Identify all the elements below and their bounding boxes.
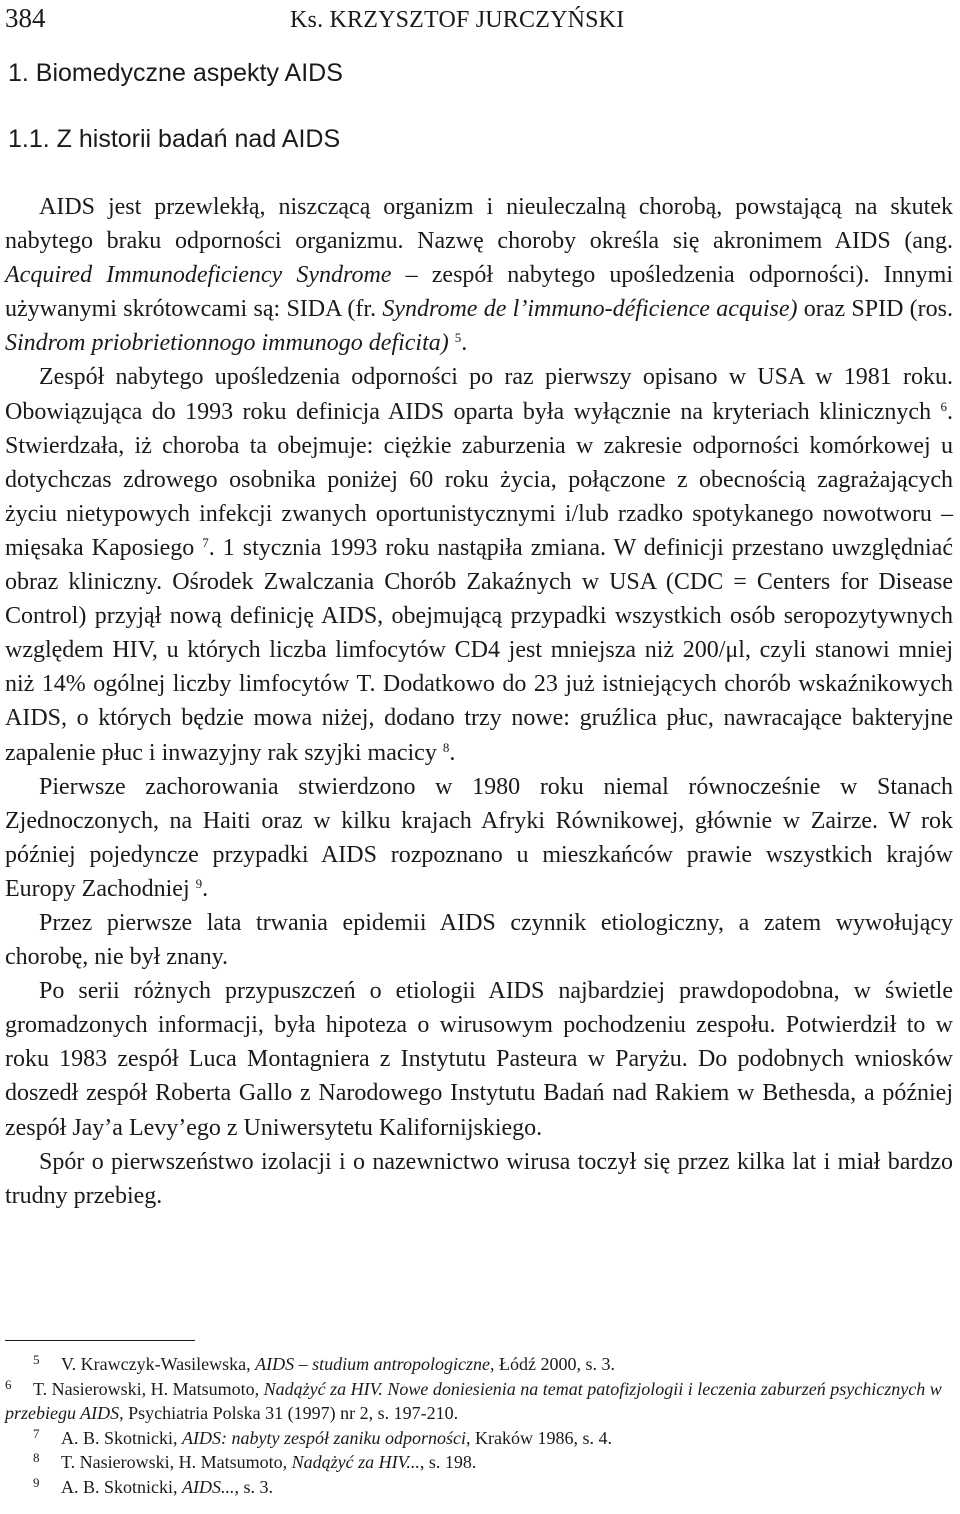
footnote: 9 A. B. Skotnicki, AIDS..., s. 3.: [33, 1474, 274, 1497]
text-run: . Stwierdzała, iż choroba ta obejmuje: ciężkie zaburzenia w zakresie odporności komórkowej u dotychczas zdrowego osobnika poniżej 60 roku życia, połączone z obecnością zagrażających życiu nietypowych infekcji zwanych oportunistycznymi i/lub rzadko spotykanego nowotworu – mięsaka Kaposiego: [5, 398, 953, 561]
running-head-author: Ks. KRZYSZTOF JURCZYŃSKI: [290, 7, 625, 33]
text-run: V. Krawczyk-Wasilewska,: [61, 1354, 256, 1374]
text-run: AIDS jest przewlekłą, niszczącą organizm i nieuleczalną chorobą, powstającą na skutek nabytego braku odporności organizmu. Nazwę choroby określa się akronimem AIDS (ang.: [5, 194, 953, 255]
footnotes: [5, 1352, 955, 1499]
italic-text: AIDS: nabyty zespół zaniku odporności: [182, 1427, 466, 1448]
italic-text: Nadążyć za HIV...: [291, 1452, 420, 1472]
italic-text: AIDS – studium antropologiczne: [255, 1354, 490, 1374]
text-run: , Psychiatria Polska 31 (1997) nr 2, s. 197-210.: [119, 1403, 459, 1423]
text-run: Zespół nabytego upośledzenia odporności po raz pierwszy opisano w USA w 1981 roku. Obowiązująca do 1993 roku definicja AIDS oparta była wyłącznie na kryteriach klinicznych: [5, 364, 953, 425]
paragraph: [5, 190, 953, 360]
text-run: , Kraków 1986, s. 4.: [465, 1427, 612, 1448]
page-number: 384: [5, 3, 46, 33]
footnote-ref: 5: [454, 330, 462, 346]
text-run: – zespół nabytego upośledzenia odporności). Innymi używanymi skrótowcami są: SIDA (fr.: [5, 262, 953, 323]
running-head: [0, 0, 960, 40]
footnote: 5 V. Krawczyk-Wasilewska, AIDS – studium antropologiczne, Łódź 2000, s. 3.: [33, 1352, 615, 1374]
text-run: .: [461, 330, 468, 357]
paragraph: [5, 770, 953, 906]
paragraph: [5, 360, 953, 769]
italic-text: Sindrom priobrietionnogo immunogo deficita): [5, 330, 449, 357]
text-run: .: [449, 739, 456, 766]
footnote-ref: 8: [442, 739, 450, 755]
text-run: T. Nasierowski, H. Matsumoto,: [61, 1452, 292, 1472]
text-run: , s. 3.: [234, 1476, 274, 1497]
text-run: T. Nasierowski, H. Matsumoto,: [33, 1378, 264, 1399]
italic-text: Syndrome de l’immuno-déficience acquise): [382, 296, 798, 323]
text-run: . 1 stycznia 1993 roku nastąpiła zmiana. W definicji przestano uwzględniać obraz kliniczny. Ośrodek Zwalczania Chorób Zakaźnych w USA (CDC = Centers for Disease Control) przyjął nową definicję AIDS, obejmującą przypadki wszystkich osób seropozytywnych względem HIV, u których liczba limfocytów CD4 jest mniejsza niż 200/μl, czyli stanowi mniej niż 14% ogólnej liczby limfocytów T. Dodatkowo do 23 już istniejących chorób wskaźnikowych AIDS, o których będzie mowa niżej, dodano trzy nowe: gruźlica płuc, nawracające bakteryjne zapalenie płuc i inwazyjny rak szyjki macicy: [5, 534, 953, 766]
text-run: oraz SPID (ros.: [797, 296, 954, 323]
text-run: .: [202, 875, 209, 902]
main-text: [5, 190, 953, 1213]
footnote-ref: 7: [202, 534, 209, 550]
footnote: 6 T. Nasierowski, H. Matsumoto, Nadążyć za HIV. Nowe doniesienia na temat patofizjologii i leczenia zaburzeń psychicznych w przebiegu AIDS, Psychiatria Polska 31 (1997) nr 2, s. 197-210.: [5, 1376, 942, 1423]
paragraph: [5, 1145, 953, 1213]
paragraph: [5, 974, 953, 1144]
section-title: 1. Biomedyczne aspekty AIDS: [8, 59, 343, 87]
text-run: A. B. Skotnicki,: [61, 1427, 183, 1448]
footnote: 7 A. B. Skotnicki, AIDS: nabyty zespół zaniku odporności, Kraków 1986, s. 4.: [33, 1425, 612, 1448]
footnote-ref: 9: [195, 875, 203, 891]
text-run: Po serii różnych przypuszczeń o etiologii AIDS najbardziej prawdopodobna, w świetle gromadzonych informacji, była hipoteza o wirusowym pochodzeniu zespołu. Potwierdził to w roku 1983 zespół Luca Montagniera z Instytutu Pasteura w Paryżu. Do podobnych wniosków doszedł zespół Roberta Gallo z Narodowego Instytutu Badań nad Rakiem w Bethesda, a później zespół Jay’a Levy’ego z Uniwersytetu Kalifornijskiego.: [5, 978, 953, 1141]
text-run: , Łódź 2000, s. 3.: [490, 1354, 615, 1374]
italic-text: Nadążyć za HIV. Nowe doniesienia na temat patofizjologii i leczenia zaburzeń psychicznych w przebiegu AIDS: [5, 1378, 942, 1423]
paragraph: [5, 906, 953, 974]
italic-text: AIDS...: [182, 1476, 235, 1497]
footnote-ref: 6: [940, 398, 947, 414]
footnote-separator: [5, 1340, 195, 1341]
subsection-title: 1.1. Z historii badań nad AIDS: [8, 125, 341, 153]
text-run: , s. 198.: [419, 1452, 477, 1472]
text-run: A. B. Skotnicki,: [61, 1476, 183, 1497]
text-run: Przez pierwsze lata trwania epidemii AIDS czynnik etiologiczny, a zatem wywołujący chorobę, nie był znany.: [5, 909, 953, 971]
text-run: Spór o pierwszeństwo izolacji i o nazewnictwo wirusa toczył się przez kilka lat i miał bardzo trudny przebieg.: [5, 1148, 953, 1209]
text-run: Pierwsze zachorowania stwierdzono w 1980 roku niemal równocześnie w Stanach Zjednoczonych, na Haiti oraz w kilku krajach Afryki Równikowej, głównie w Zairze. W rok później pojedyncze przypadki AIDS rozpoznano u mieszkańców prawie wszystkich krajów Europy Zachodniej: [5, 773, 953, 902]
footnote: 8 T. Nasierowski, H. Matsumoto, Nadążyć za HIV..., s. 198.: [33, 1450, 477, 1472]
italic-text: Acquired Immunodeficiency Syndrome: [5, 262, 392, 289]
